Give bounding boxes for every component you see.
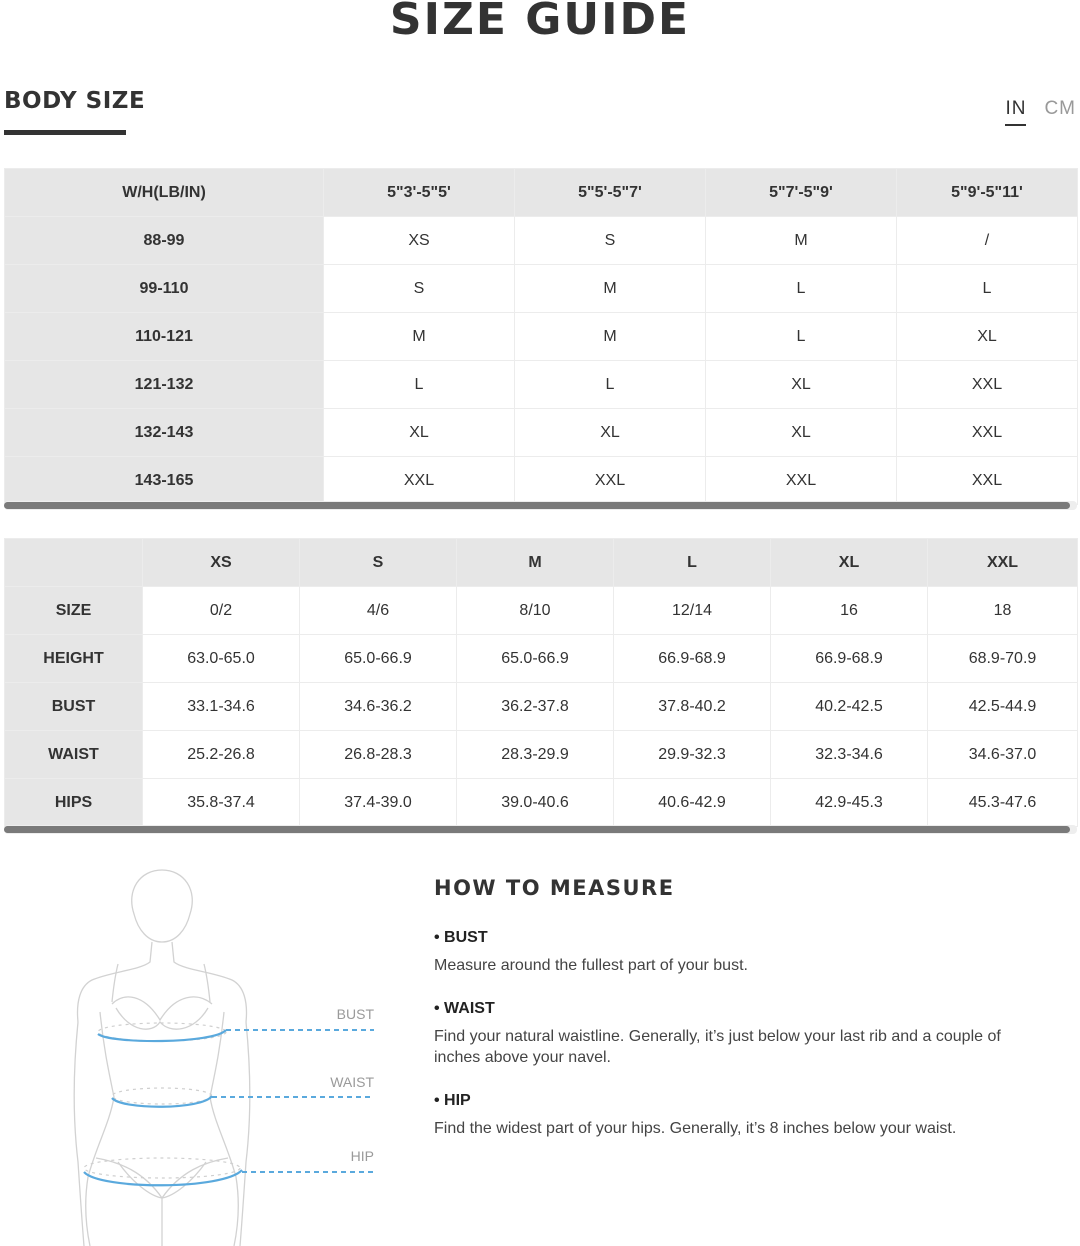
table-header-cell: XXL [928,539,1078,587]
table-row [5,457,1078,505]
table-cell: 42.5-44.9 [928,683,1078,731]
body-table-scrollbar[interactable] [4,502,1070,509]
table-cell: 0/2 [143,587,300,635]
measurement-table [4,538,1078,827]
table-cell: / [897,217,1078,265]
table-cell: XXL [897,361,1078,409]
table-cell: S [515,217,706,265]
table-header-cell: S [300,539,457,587]
bust-label: BUST [336,1006,374,1022]
table-cell: 40.6-42.9 [614,779,771,827]
table-cell: M [515,313,706,361]
table-cell: XXL [897,409,1078,457]
measure-heading: • BUST [434,929,488,946]
table-cell: M [706,217,897,265]
table-cell: S [324,265,515,313]
table-row [5,265,1078,313]
table-cell: 35.8-37.4 [143,779,300,827]
table-cell: XL [706,361,897,409]
table-header-cell [5,539,143,587]
row-header-cell: 110-121 [5,313,324,361]
table-cell: 66.9-68.9 [614,635,771,683]
page-title: SIZE GUIDE [389,0,691,45]
unit-in-tab[interactable]: IN [1005,98,1026,126]
table-cell: 25.2-26.8 [143,731,300,779]
table-cell: 34.6-36.2 [300,683,457,731]
section-underline [4,130,126,135]
table-header-cell: L [614,539,771,587]
table-cell: XXL [515,457,706,505]
table-row [5,409,1078,457]
table-cell: 28.3-29.9 [457,731,614,779]
table-header-cell: XL [771,539,928,587]
measure-heading: • WAIST [434,1000,495,1017]
row-header-cell: WAIST [5,731,143,779]
table-header-cell: W/H(LB/IN) [5,169,324,217]
table-row [5,779,1078,827]
measure-description: Find your natural waistline. Generally, it’s just below your last rib and a couple of inches above your navel. [434,1028,1001,1066]
row-header-cell: 99-110 [5,265,324,313]
table-header-cell: M [457,539,614,587]
measure-item-hip [434,1092,1034,1139]
table-cell: M [515,265,706,313]
row-header-cell: BUST [5,683,143,731]
table-cell: 42.9-45.3 [771,779,928,827]
measure-heading: • HIP [434,1092,471,1109]
measure-item-bust [434,929,1034,976]
table-cell: L [515,361,706,409]
row-header-cell: HEIGHT [5,635,143,683]
table-cell: 65.0-66.9 [457,635,614,683]
table-header-cell: 5"3'-5"5' [324,169,515,217]
table-cell: XL [706,409,897,457]
table-header-row [5,169,1078,217]
measure-description: Find the widest part of your hips. Generally, it’s 8 inches below your waist. [434,1120,957,1137]
row-header-cell: 88-99 [5,217,324,265]
table-cell: XXL [897,457,1078,505]
section-title: BODY SIZE [4,88,146,114]
table-header-cell: XS [143,539,300,587]
row-header-cell: 143-165 [5,457,324,505]
table-cell: XXL [706,457,897,505]
table-cell: 66.9-68.9 [771,635,928,683]
table-header-cell: 5"5'-5"7' [515,169,706,217]
table-cell: XXL [324,457,515,505]
table-cell: 36.2-37.8 [457,683,614,731]
table-row [5,587,1078,635]
table-row [5,361,1078,409]
unit-cm-tab[interactable]: CM [1044,98,1076,119]
unit-toggle [1005,98,1076,126]
body-outline [74,870,250,1246]
table-header-cell: 5"7'-5"9' [706,169,897,217]
table-cell: XL [897,313,1078,361]
table-cell: 68.9-70.9 [928,635,1078,683]
row-header-cell: HIPS [5,779,143,827]
table-cell: 18 [928,587,1078,635]
table-cell: 16 [771,587,928,635]
measure-description: Measure around the fullest part of your bust. [434,957,748,974]
table-cell: L [897,265,1078,313]
table-cell: M [324,313,515,361]
table-cell: 32.3-34.6 [771,731,928,779]
table-cell: XS [324,217,515,265]
table-row [5,635,1078,683]
table-cell: L [324,361,515,409]
table-header-cell: 5"9'-5"11' [897,169,1078,217]
table-row [5,313,1078,361]
table-cell: L [706,313,897,361]
table-row [5,217,1078,265]
table-cell: 45.3-47.6 [928,779,1078,827]
row-header-cell: 121-132 [5,361,324,409]
measure-item-waist [434,1000,1034,1068]
table-header-row [5,539,1078,587]
table-cell: 63.0-65.0 [143,635,300,683]
table-cell: 37.8-40.2 [614,683,771,731]
hip-label: HIP [350,1148,374,1164]
table-cell: 34.6-37.0 [928,731,1078,779]
row-header-cell: SIZE [5,587,143,635]
how-to-measure-title: HOW TO MEASURE [434,876,675,900]
table-cell: 37.4-39.0 [300,779,457,827]
table-cell: 39.0-40.6 [457,779,614,827]
table-cell: 65.0-66.9 [300,635,457,683]
waist-label: WAIST [330,1074,374,1090]
table-cell: L [706,265,897,313]
body-size-table [4,168,1078,505]
row-header-cell: 132-143 [5,409,324,457]
table-cell: 29.9-32.3 [614,731,771,779]
body-measurement-figure [60,862,390,1246]
table-cell: 8/10 [457,587,614,635]
table-row [5,731,1078,779]
table-cell: XL [515,409,706,457]
table-cell: 12/14 [614,587,771,635]
table-cell: XL [324,409,515,457]
table-cell: 4/6 [300,587,457,635]
table-cell: 26.8-28.3 [300,731,457,779]
table-cell: 33.1-34.6 [143,683,300,731]
table-row [5,683,1078,731]
table-cell: 40.2-42.5 [771,683,928,731]
measure-table-scrollbar[interactable] [4,826,1070,833]
